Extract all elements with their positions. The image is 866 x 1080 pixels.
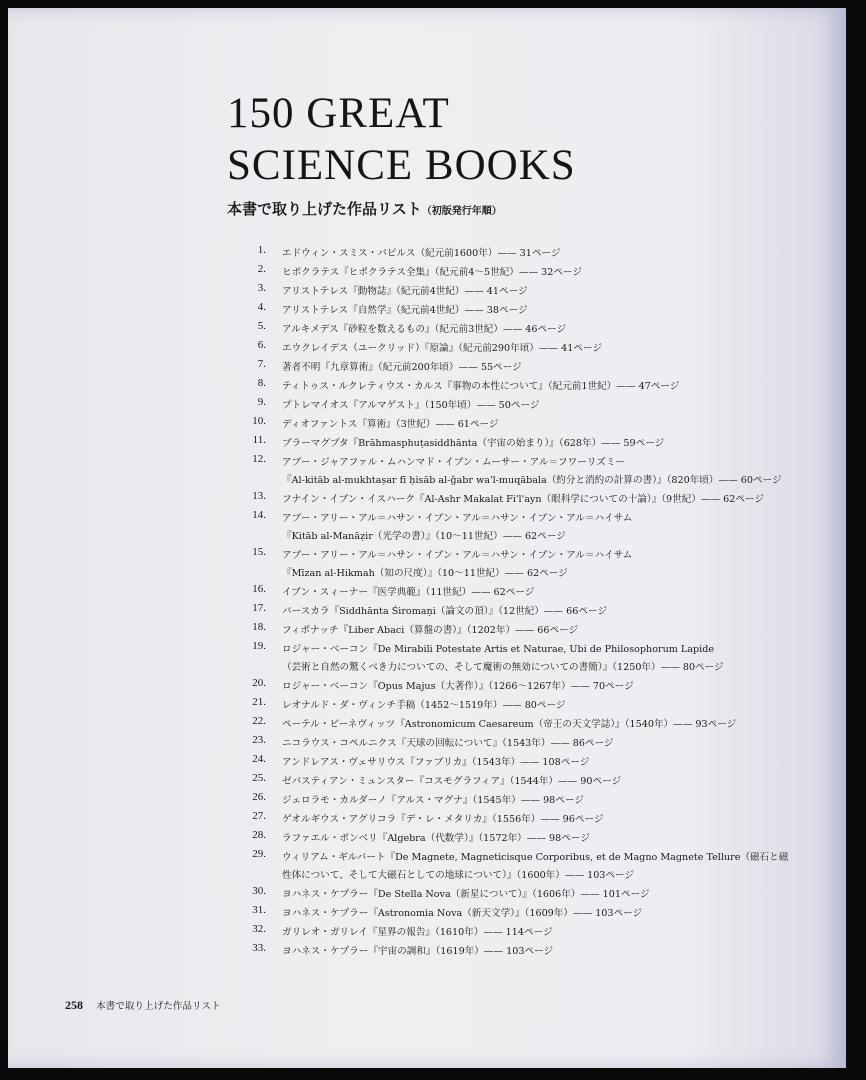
book-item <box>238 696 838 715</box>
book-number: 29. <box>252 848 266 860</box>
title-block <box>227 88 576 219</box>
book-entry-text: ブラーマグプタ『Brāhmasphuṭasiddhānta（宇宙の始まり）』（628年）—— 59ページ <box>282 438 665 449</box>
book-entry <box>282 358 522 377</box>
book-number: 32. <box>252 923 266 935</box>
book-item <box>238 320 838 339</box>
book-entry-text: ロジャー・ベーコン『Opus Majus（大著作）』（1266～1267年）—— 70ページ <box>282 681 634 692</box>
book-item <box>238 546 838 583</box>
book-number: 1. <box>257 244 266 256</box>
book-item <box>238 301 838 320</box>
book-entry-continuation: 『Kitāb al-Manāẓir（光学の書）』（10～11世紀）—— 62ページ <box>282 531 566 542</box>
book-item <box>238 453 838 490</box>
book-number: 5. <box>257 320 266 332</box>
book-entry-text: ディオファントス『算術』（3世紀）—— 61ページ <box>282 419 499 430</box>
page-number: 258 <box>65 998 83 1012</box>
book-entry-text: アリストテレス『自然学』（紀元前4世紀）—— 38ページ <box>282 305 528 316</box>
book-entry-text: ヨハネス・ケプラー『Astronomia Nova（新天文学）』（1609年）—— 103ページ <box>282 908 643 919</box>
book-entry <box>282 602 607 621</box>
book-number: 24. <box>252 753 266 765</box>
book-number: 10. <box>252 415 266 427</box>
book-entry <box>282 904 642 923</box>
book-item <box>238 885 838 904</box>
book-entry-text: ガリレオ・ガリレイ『星界の報告』（1610年）—— 114ページ <box>282 927 553 938</box>
book-entry <box>282 923 553 942</box>
book-entry-continuation: 『Mīzan al-Hikmah（知の尺度）』（10～11世紀）—— 62ページ <box>282 568 568 579</box>
book-entry <box>282 753 589 772</box>
book-item <box>238 829 838 848</box>
book-entry <box>282 942 553 961</box>
book-item <box>238 282 838 301</box>
page-subtitle <box>227 198 576 219</box>
book-entry-text: ゲオルギウス・アグリコラ『デ・レ・メタリカ』（1556年）—— 96ページ <box>282 814 604 825</box>
book-entry <box>282 621 578 640</box>
book-entry-text: ティトゥス・ルクレティウス・カルス『事物の本性について』（紀元前1世紀）—— 47ページ <box>282 381 680 392</box>
subtitle-text: 本書で取り上げた作品リスト <box>227 200 422 218</box>
book-entry <box>282 282 528 301</box>
book-entry-text: 著者不明『九章算術』（紀元前200年頃）—— 55ページ <box>282 362 522 373</box>
book-number: 22. <box>252 715 266 727</box>
book-entry-text: ウィリアム・ギルバート『De Magnete, Magneticisque Corporibus, et de Magno Magnete Tellure（磁石と磁 <box>282 852 789 863</box>
book-item <box>238 677 838 696</box>
book-item <box>238 904 838 923</box>
book-entry <box>282 772 621 791</box>
book-item <box>238 263 838 282</box>
book-entry <box>282 734 614 753</box>
book-number: 33. <box>252 942 266 954</box>
book-page <box>8 8 846 1068</box>
book-entry <box>282 829 590 848</box>
book-entry-text: ラファエル・ボンベリ『Algebra（代数学）』（1572年）—— 98ページ <box>282 833 590 844</box>
book-number: 23. <box>252 734 266 746</box>
book-item <box>238 942 838 961</box>
book-item <box>238 848 838 885</box>
book-item <box>238 434 838 453</box>
book-entry <box>282 696 566 715</box>
book-entry-text: ゼバスティアン・ミュンスター『コスモグラフィア』（1544年）—— 90ページ <box>282 776 622 787</box>
book-entry <box>282 848 788 885</box>
book-entry <box>282 434 664 453</box>
book-number: 27. <box>252 810 266 822</box>
book-entry <box>282 546 632 583</box>
subtitle-note: （初版発行年順） <box>421 206 502 217</box>
book-entry-text: アブー・アリー・アル＝ハサン・イブン・アル＝ハサン・イブン・アル＝ハイサム <box>282 550 633 561</box>
book-entry-text: レオナルド・ダ・ヴィンチ手稿（1452～1519年）—— 80ページ <box>282 700 566 711</box>
book-item <box>238 791 838 810</box>
book-item <box>238 339 838 358</box>
book-entry-text: エドウィン・スミス・パピルス（紀元前1600年）—— 31ページ <box>282 248 561 259</box>
book-item <box>238 509 838 546</box>
book-entry <box>282 885 650 904</box>
book-item <box>238 715 838 734</box>
book-entry-continuation: 『Al-kitāb al-mukhtaṣar fī ḥisāb al-ǧabr wa'l-muqābala（約分と消約の計算の書）』（820年頃）—— 60ページ <box>282 475 782 486</box>
running-title: 本書で取り上げた作品リスト <box>96 1001 221 1012</box>
book-entry-text: ジェロラモ・カルダーノ『アルス・マグナ』（1545年）—— 98ページ <box>282 795 584 806</box>
book-entry-continuation: （芸術と自然の驚くべき力についての、そして魔術の無効についての書簡）』（1250年）—— 80ページ <box>282 662 724 673</box>
book-entry <box>282 453 782 490</box>
book-entry-text: アブー・アリー・アル＝ハサン・イブン・アル＝ハサン・イブン・アル＝ハイサム <box>282 513 633 524</box>
book-entry-continuation: 性体について、そして大磁石としての地球について）』（1600年）—— 103ページ <box>282 870 635 881</box>
book-entry-text: ニコラウス・コペルニクス『天球の回転について』（1543年）—— 86ページ <box>282 738 614 749</box>
book-entry-text: エウクレイデス（ユークリッド）『原論』（紀元前290年頃）—— 41ページ <box>282 343 602 354</box>
book-item <box>238 396 838 415</box>
book-item <box>238 621 838 640</box>
book-entry-text: プトレマイオス『アルマゲスト』（150年頃）—— 50ページ <box>282 400 540 411</box>
book-number: 9. <box>257 396 266 408</box>
book-number: 16. <box>252 583 266 595</box>
book-item <box>238 358 838 377</box>
book-entry-text: ヒポクラテス『ヒポクラテス全集』（紀元前4～5世紀）—— 32ページ <box>282 267 582 278</box>
book-number: 19. <box>252 640 266 652</box>
book-entry <box>282 791 584 810</box>
page-title-line-2: SCIENCE BOOKS <box>227 142 576 189</box>
book-entry-text: バースカラ『Siddhānta Śiromaṇi（論文の頂）』（12世紀）—— 66ページ <box>282 606 607 617</box>
book-item <box>238 640 838 677</box>
book-item <box>238 753 838 772</box>
book-item <box>238 923 838 942</box>
book-entry <box>282 490 764 509</box>
book-entry <box>282 339 602 358</box>
page-title-line-1: 150 GREAT <box>227 90 450 137</box>
book-item <box>238 602 838 621</box>
book-entry <box>282 583 534 602</box>
book-entry <box>282 320 566 339</box>
book-entry-text: フィボナッチ『Liber Abaci（算盤の書）』（1202年）—— 66ページ <box>282 625 579 636</box>
book-entry <box>282 677 634 696</box>
book-entry-text: イブン・スィーナー『医学典範』（11世紀）—— 62ページ <box>282 587 535 598</box>
book-item <box>238 244 838 263</box>
book-list <box>238 244 838 961</box>
book-number: 15. <box>252 546 266 558</box>
book-entry <box>282 396 539 415</box>
book-entry <box>282 640 724 677</box>
book-number: 30. <box>252 885 266 897</box>
book-entry <box>282 715 736 734</box>
book-number: 25. <box>252 772 266 784</box>
book-item <box>238 810 838 829</box>
book-entry-text: アルキメデス『砂粒を数えるもの』（紀元前3世紀）—— 46ページ <box>282 324 567 335</box>
book-number: 14. <box>252 509 266 521</box>
page-footer <box>65 998 221 1013</box>
book-entry-text: アンドレアス・ヴェサリウス『ファブリカ』（1543年）—— 108ページ <box>282 757 590 768</box>
book-entry-text: ヨハネス・ケプラー『宇宙の調和』（1619年）—— 103ページ <box>282 946 554 957</box>
book-number: 2. <box>257 263 266 275</box>
book-number: 6. <box>257 339 266 351</box>
book-entry-text: ペーテル・ビーネヴィッツ『Astronomicum Caesareum（帝王の天文学誌）』（1540年）—— 93ページ <box>282 719 737 730</box>
book-entry <box>282 415 499 434</box>
book-item <box>238 772 838 791</box>
book-entry-text: ロジャー・ベーコン『De Mirabili Potestate Artis et Naturae, Ubi de Philosophorum Lapide <box>282 644 715 655</box>
book-number: 21. <box>252 696 266 708</box>
book-entry-text: アリストテレス『動物誌』（紀元前4世紀）—— 41ページ <box>282 286 528 297</box>
book-number: 18. <box>252 621 266 633</box>
book-number: 7. <box>257 358 266 370</box>
book-number: 8. <box>257 377 266 389</box>
book-number: 20. <box>252 677 266 689</box>
book-entry <box>282 301 528 320</box>
book-number: 28. <box>252 829 266 841</box>
book-number: 4. <box>257 301 266 313</box>
book-item <box>238 734 838 753</box>
book-number: 31. <box>252 904 266 916</box>
book-number: 12. <box>252 453 266 465</box>
book-entry-text: フナイン・イブン・イスハーク『Al-Ashr Makalat Fi'l'ayn（眼科学についての十論）』（9世紀）—— 62ページ <box>282 494 764 505</box>
book-number: 17. <box>252 602 266 614</box>
book-number: 26. <box>252 791 266 803</box>
book-entry <box>282 810 603 829</box>
book-item <box>238 583 838 602</box>
book-item <box>238 377 838 396</box>
book-entry <box>282 244 560 263</box>
book-number: 11. <box>252 434 266 446</box>
book-item <box>238 415 838 434</box>
book-entry-text: ヨハネス・ケプラー『De Stella Nova（新星について）』（1606年）—— 101ページ <box>282 889 650 900</box>
book-entry <box>282 509 632 546</box>
book-item <box>238 490 838 509</box>
book-entry-text: アブー・ジャアファル・ムハンマド・イブン・ムーサー・アル＝フワーリズミー <box>282 457 625 468</box>
book-number: 3. <box>257 282 266 294</box>
book-number: 13. <box>252 490 266 502</box>
book-entry <box>282 377 679 396</box>
book-entry <box>282 263 582 282</box>
